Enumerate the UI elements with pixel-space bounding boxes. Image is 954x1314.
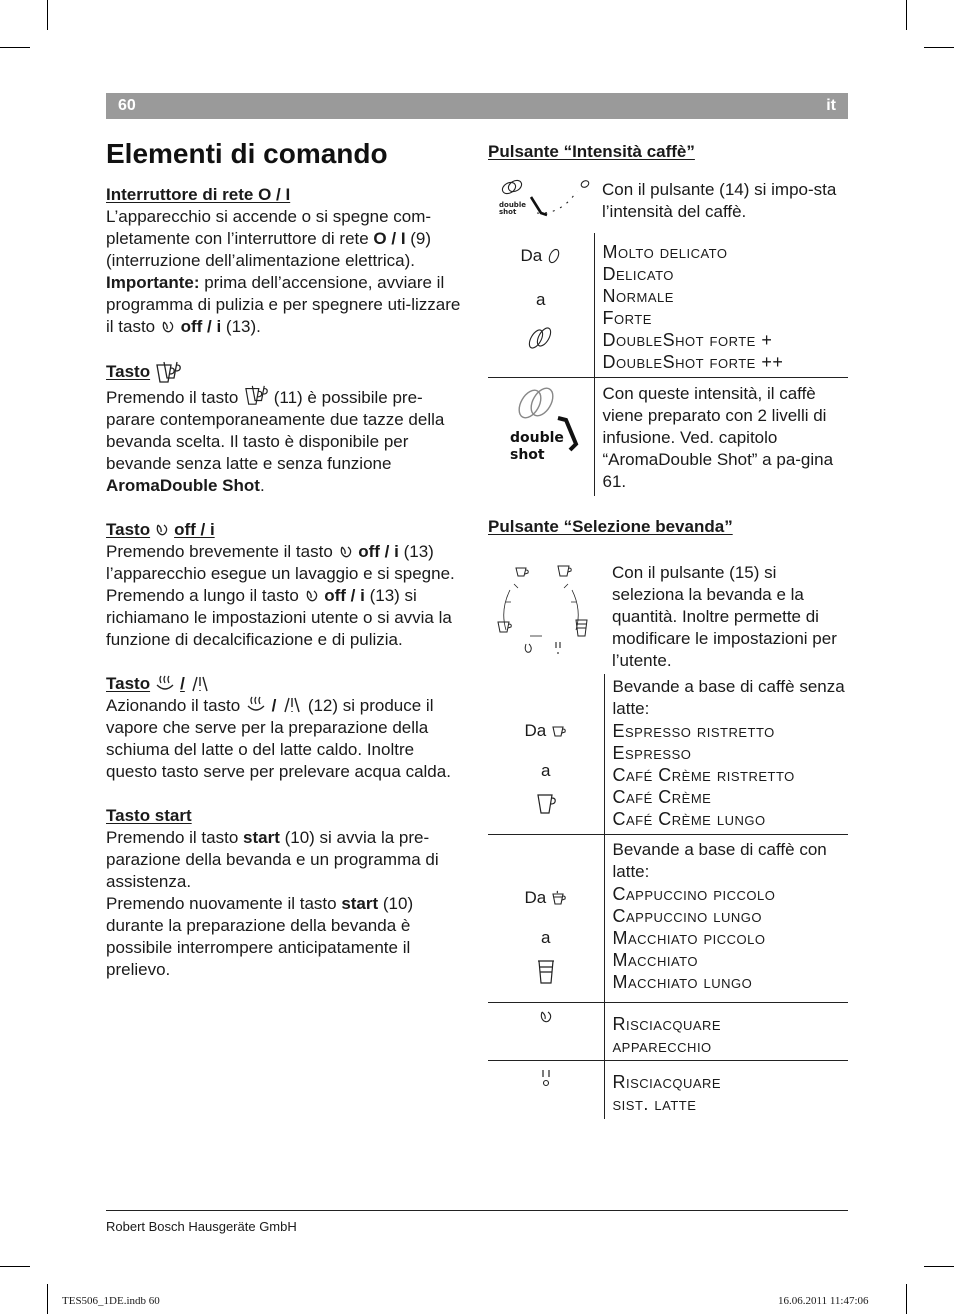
range-to: a <box>541 761 551 780</box>
range-to: a <box>541 928 551 947</box>
page-header-bar <box>106 93 848 119</box>
paragraph: Importante: prima dell’accensione, avviare il programma di pulizia e per spegnere uti-lizzare il tasto off / i (13). <box>106 273 461 336</box>
language-code: it <box>826 97 836 114</box>
hot-water-icon <box>281 696 303 714</box>
intensity-description: Con il pulsante (14) si impo-sta l’intensità del caffè. <box>602 180 837 221</box>
group-title: Bevande a base di caffè con latte: <box>612 840 827 881</box>
two-cups-icon <box>154 360 182 384</box>
rinse-icon <box>338 544 354 560</box>
beverage-section <box>488 516 848 1119</box>
rinse-milk-system: Risciacquare sist. latte <box>612 1072 722 1114</box>
svg-text:double: double <box>499 201 526 209</box>
svg-text:double: double <box>509 430 564 446</box>
level-item: DoubleShot forte ++ <box>602 352 784 372</box>
range-from: Da <box>488 245 594 267</box>
paragraph: Azionando il tasto / (12) si produce il vapore che serve per la preparazione della schiuma del latte o del latte caldo. Inoltre questo tasto serve per prelevare acqua calda. <box>106 696 451 781</box>
paragraph: Premendo il tasto start (10) si avvia la pre-parazione della bevanda e un programma di assistenza. <box>106 828 439 891</box>
rinse-icon <box>538 1009 554 1025</box>
paragraph: L’apparecchio si accende o si spegne com-pletamente con l’interruttore di rete O / I (9) (interruzione dell’alimentazione elettrica). <box>106 207 432 270</box>
rinse-icon <box>160 319 176 335</box>
beverage-item: Café Crème <box>612 787 712 807</box>
beverage-item: Macchiato <box>612 950 698 970</box>
section-off-button <box>106 519 462 651</box>
section-power-switch <box>106 184 462 338</box>
group-title: Bevande a base di caffè senza latte: <box>612 677 845 718</box>
beverage-item: Cappuccino lungo <box>612 906 763 926</box>
level-item: Normale <box>602 286 674 306</box>
section-heading: Tasto / <box>106 673 462 695</box>
page-number: 60 <box>118 97 136 114</box>
rinse-icon <box>154 522 170 538</box>
section-heading: Tasto <box>106 360 462 384</box>
intensity-section <box>488 141 848 496</box>
crop-mark <box>47 0 48 30</box>
section-heading: Interruttore di rete O / I <box>106 185 291 204</box>
left-column <box>106 184 462 1003</box>
hot-water-icon <box>189 675 211 693</box>
footer-divider <box>106 1210 848 1211</box>
range-from: Da <box>488 720 604 742</box>
beverage-item: Café Crème ristretto <box>612 765 795 785</box>
beverages-no-milk <box>604 674 848 835</box>
intensity-table <box>488 179 848 496</box>
intensity-levels <box>594 233 848 378</box>
paragraph: Premendo brevemente il tasto off / i (13) l’apparecchio esegue un lavaggio e si spegne. Premendo a lungo il tasto off / i (13) si richiamano le impostazioni utente o si avvia la funzione di decalcificazione e di pulizia. <box>106 542 455 649</box>
macchiato-glass-icon <box>536 959 556 985</box>
cup-large-icon <box>535 792 557 816</box>
beverage-item: Macchiato piccolo <box>612 928 766 948</box>
crop-mark <box>906 0 907 30</box>
svg-text:shot: shot <box>509 447 545 463</box>
bean-strong-icon <box>527 325 555 351</box>
beverage-dial-icon <box>488 558 594 668</box>
double-shot-description: Con queste intensità, il caffè viene preparato con 2 livelli di infusione. Ved. capitolo “AromaDouble Shot” a pa-gina 61. <box>602 384 834 491</box>
section-start-button <box>106 805 462 981</box>
page-title: Elementi di comando <box>106 138 388 169</box>
crop-mark <box>47 1284 48 1314</box>
range-from: Da <box>488 887 604 909</box>
crop-mark <box>924 47 954 48</box>
beverage-item: Espresso ristretto <box>612 721 775 741</box>
footer-company: Robert Bosch Hausgeräte GmbH <box>106 1219 297 1234</box>
paragraph: Premendo il tasto (11) è possibile pre-parare contemporaneamente due tazze della bevanda scelta. Il tasto è disponibile per bevande senza latte e senza funzione AromaDouble Shot. <box>106 384 462 497</box>
level-item: Forte <box>602 308 652 328</box>
section-two-cups <box>106 360 462 497</box>
beverage-item: Cappuccino piccolo <box>612 884 776 904</box>
section-heading: Tasto off / i <box>106 520 215 539</box>
paragraph: Premendo nuovamente il tasto start (10) durante la preparazione della bevanda è possibile interrompere anticipatamente il prelievo. <box>106 894 414 979</box>
level-item: Delicato <box>602 264 674 284</box>
level-item: DoubleShot forte + <box>602 330 773 350</box>
cup-small-icon <box>551 723 567 739</box>
crop-mark <box>906 1284 907 1314</box>
section-heading: Pulsante “Selezione bevanda” <box>488 517 733 536</box>
double-shot-icon <box>496 386 586 472</box>
crop-mark <box>924 1266 954 1267</box>
steam-icon <box>154 675 176 693</box>
rinse-machine: Risciacquare apparecchio <box>604 1003 848 1061</box>
section-heading: Tasto start <box>106 806 192 825</box>
cappuccino-icon <box>551 890 567 906</box>
beverages-with-milk <box>604 835 848 1003</box>
two-cups-icon <box>243 384 269 406</box>
bean-mild-icon <box>547 248 561 264</box>
beverage-table <box>488 558 848 1119</box>
range-to: a <box>536 290 546 309</box>
print-date-info: 16.06.2011 11:47:06 <box>778 1295 869 1307</box>
steam-icon <box>245 696 267 714</box>
beverage-item: Macchiato lungo <box>612 972 753 992</box>
beverage-item: Espresso <box>612 743 692 763</box>
section-heading: Pulsante “Intensità caffè” <box>488 142 695 161</box>
print-file-info: TES506_1DE.indb 60 <box>62 1295 160 1307</box>
beverage-description: Con il pulsante (15) si seleziona la bevanda e la quantità. Inoltre permette di modificare le impostazioni per l’utente. <box>612 563 837 670</box>
crop-mark <box>0 47 30 48</box>
intensity-dial-icon <box>491 179 591 227</box>
svg-text:shot: shot <box>499 208 517 216</box>
crop-mark <box>0 1266 30 1267</box>
section-steam-button <box>106 673 462 783</box>
level-item: Molto delicato <box>602 242 728 262</box>
beverage-item: Café Crème lungo <box>612 809 766 829</box>
milk-system-icon <box>539 1069 553 1087</box>
rinse-icon <box>304 588 320 604</box>
